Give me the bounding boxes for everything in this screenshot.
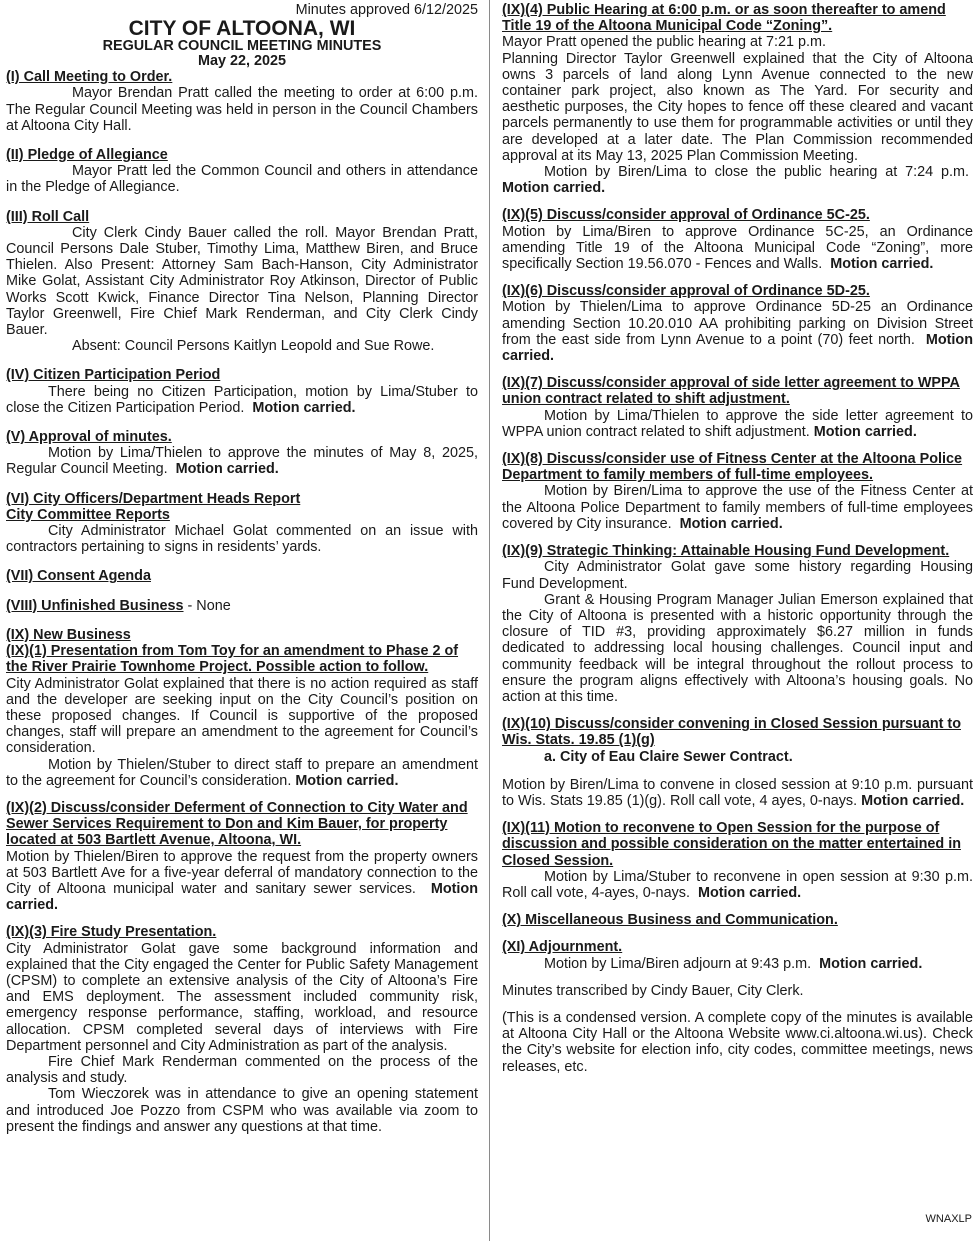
- paragraph: Mayor Pratt led the Common Council and others in attendance in the Pledge of Allegiance.: [6, 163, 478, 196]
- motion-result: Motion carried.: [813, 423, 917, 440]
- section-approval-minutes: [6, 429, 478, 478]
- motion-result: Motion carried.: [679, 515, 783, 532]
- item-8: [502, 451, 973, 532]
- section-call-to-order: [6, 69, 478, 134]
- item-5: [502, 207, 973, 272]
- condensed-note: [502, 1010, 973, 1075]
- document-title: REGULAR COUNCIL MEETING MINUTES: [102, 38, 382, 55]
- section-pledge: [6, 147, 478, 196]
- paragraph: There being no Citizen Participation, motion by Lima/Stuber to close the Citizen Participation Period.: [6, 383, 478, 416]
- left-column: [6, 2, 478, 1148]
- item-heading: (IX)(3) Fire Study Presentation.: [6, 924, 217, 941]
- section-heading: City Committee Reports: [6, 506, 170, 523]
- section-heading: (I) Call Meeting to Order.: [6, 69, 173, 86]
- section-unfinished-business: [6, 598, 478, 614]
- motion-result: Motion carried.: [252, 399, 356, 416]
- item-10: [502, 716, 973, 809]
- paragraph: City Clerk Cindy Bauer called the roll. Mayor Brendan Pratt, Council Persons Dale Stuber, Timothy Lima, Matthew Biren, and Bruce Thielen. Also Present: Attorney Sam Bach-Hanson, City Administrator Mike Golat, Assistant City Administrator Roy Atkinson, Director of Public Works Scott Kwick, Finance Director Tina Nelson, Planning Director Taylor Greenwell, Fire Chief Mark Renderman, and City Clerk Cindy Bauer.: [6, 224, 478, 339]
- paragraph: Motion by Biren/Lima to approve the use of the Fitness Center at the Altoona Police Department to family members of full-time employees covered by City insurance.: [502, 483, 973, 532]
- item-heading: (IX)(4) Public Hearing at 6:00 p.m. or as soon thereafter to amend Title 19 of the Altoona Municipal Code “Zoning”.: [502, 2, 946, 35]
- item-heading: (IX)(10) Discuss/consider convening in Closed Session pursuant to Wis. Stats. 19.85 (1)(g): [502, 716, 961, 749]
- item-heading: (IX)(7) Discuss/consider approval of side letter agreement to WPPA union contract related to shift adjustment.: [502, 375, 960, 408]
- item-heading: (IX)(6) Discuss/consider approval of Ordinance 5D-25.: [502, 283, 870, 300]
- item-4: [502, 2, 973, 196]
- motion-result: Motion carried.: [295, 772, 399, 789]
- motion-result: Motion carried.: [830, 256, 934, 273]
- item-heading: (IX)(5) Discuss/consider approval of Ordinance 5C-25.: [502, 207, 870, 224]
- paragraph: City Administrator Golat explained that there is no action required as staff and the developer are seeking input on the City Council’s position on these proposed changes. If Council is supportive of the proposed changes, staff will prepare an amendment to the agreement for Council’s consideration.: [6, 675, 478, 757]
- motion-result: Motion carried.: [502, 180, 606, 197]
- section-heading: (X) Miscellaneous Business and Communication.: [502, 912, 838, 929]
- item-heading: (IX)(11) Motion to reconvene to Open Session for the purpose of discussion and possible consideration on the matter entertained in Closed Session.: [502, 820, 961, 869]
- motion-result: Motion carried.: [861, 792, 965, 809]
- motion-result: Motion carried.: [819, 955, 923, 972]
- paragraph: Motion by Lima/Thielen to approve the side letter agreement to WPPA union contract related to shift adjustment.: [502, 407, 973, 440]
- paragraph: Absent: Council Persons Kaitlyn Leopold and Sue Rowe.: [72, 338, 435, 355]
- item-heading: (IX)(2) Discuss/consider Deferment of Connection to City Water and Sewer Services Requirement to Don and Kim Bauer, for property located at 503 Bartlett Avenue, Altoona, WI.: [6, 799, 468, 849]
- item-9: [502, 543, 973, 705]
- city-title: CITY OF ALTOONA, WI: [128, 17, 356, 41]
- paragraph: Motion by Lima/Thielen to approve the minutes of May 8, 2025, Regular Council Meeting.: [6, 445, 478, 478]
- section-misc-business: [502, 912, 973, 928]
- item-11: [502, 820, 973, 901]
- paragraph: Grant & Housing Program Manager Julian Emerson explained that the City of Altoona is presented with a historic opportunity through the closure of TID #3, providing approximately $6.27 million in funds dedicated to addressing local housing challenges. Council input and community feedback will be integral throughout the rollout process to ensure the program aligns effectively with Altoona’s housing goals. No action at this time.: [502, 591, 973, 705]
- paragraph: Mayor Pratt opened the public hearing at 7:21 p.m.: [502, 34, 826, 51]
- item-7: [502, 375, 973, 440]
- paragraph: Motion by Thielen/Stuber to direct staff to prepare an amendment to the agreement for Council’s consideration.: [6, 756, 478, 789]
- right-column: [502, 2, 973, 1088]
- motion-result: Motion carried.: [697, 884, 802, 901]
- paragraph: Minutes transcribed by Cindy Bauer, City Clerk.: [502, 982, 804, 999]
- section-heading: (IV) Citizen Participation Period: [6, 367, 221, 384]
- paragraph: City Administrator Golat gave some background information and explained that the City engaged the Center for Public Safety Management (CPSM) to complete an extensive analysis of the City of Altoona’s Fire and EMS deployment. The assessment included community risk, emergency response performance, staffing, workload, and resource allocation. CPSM completed several days of interviews with Fire Department personnel and City Administration as part of the analysis.: [6, 940, 478, 1054]
- section-new-business-item-1: [6, 627, 478, 789]
- paragraph: Motion by Lima/Biren adjourn at 9:43 p.m.: [544, 955, 812, 972]
- paragraph: Motion by Thielen/Biren to approve the request from the property owners at 503 Bartlett Ave for a five-year deferral of mandatory connection to the City of Altoona municipal water and sanitary sewer services.: [6, 848, 478, 897]
- item-heading: (IX)(1) Presentation from Tom Toy for an amendment to Phase 2 of the River Prairie Townhome Project. Possible action to follow.: [6, 643, 459, 676]
- paragraph: Motion by Biren/Lima to convene in closed session at 9:10 p.m. pursuant to Wis. Stats 19.85 (1)(g). Roll call vote, 4 ayes, 0-nays.: [502, 776, 973, 809]
- item-heading: (IX)(8) Discuss/consider use of Fitness Center at the Altoona Police Department to family members of full-time employees.: [502, 451, 963, 484]
- paragraph: City Administrator Golat gave some history regarding Housing Fund Development.: [502, 559, 973, 592]
- paragraph: Mayor Brendan Pratt called the meeting to order at 6:00 p.m. The Regular Council Meeting was held in person in the Council Chambers at Altoona City Hall.: [6, 85, 478, 134]
- section-reports: [6, 491, 478, 556]
- motion-result: Motion carried.: [6, 880, 478, 914]
- paragraph: City Administrator Michael Golat commented on an issue with contractors pertaining to signs in residents’ yards.: [6, 523, 478, 556]
- section-consent-agenda: [6, 568, 478, 584]
- paragraph: (This is a condensed version. A complete copy of the minutes is available at Altoona City Hall or the Altoona Website www.ci.altoona.wi.us). Check the City’s website for election info, city codes, committee meetings, news releases, etc.: [502, 1009, 973, 1075]
- masthead: [6, 18, 478, 69]
- publication-code: WNAXLP: [925, 1212, 972, 1225]
- section-roll-call: [6, 209, 478, 355]
- section-heading: (VIII) Unfinished Business: [6, 597, 184, 614]
- paragraph: Fire Chief Mark Renderman commented on the process of the analysis and study.: [6, 1053, 478, 1087]
- section-heading: (II) Pledge of Allegiance: [6, 147, 168, 164]
- column-divider: [489, 0, 490, 1241]
- section-heading: (V) Approval of minutes.: [6, 429, 172, 446]
- transcription-note: [502, 983, 973, 999]
- section-heading: (XI) Adjournment.: [502, 939, 623, 956]
- item-2: [6, 800, 478, 913]
- paragraph: Motion by Lima/Biren to approve Ordinance 5C-25, an Ordinance amending Title 19 of the Altoona Municipal Code “Zoning”, more specifically Section 19.56.070 - Fences and Walls.: [502, 223, 973, 273]
- paragraph: Tom Wieczorek was in attendance to give an opening statement and introduced Joe Pozzo from CSPM who was available via zoom to present the findings and answer any questions at that time.: [6, 1086, 478, 1135]
- section-heading: (IX) New Business: [6, 626, 131, 643]
- paragraph: Planning Director Taylor Greenwell explained that the City of Altoona owns 3 parcels of land along Lynn Avenue connected to the new container park project, also known as The Yard. For security and aesthetic purposes, the City hopes to fence off these cleared and vacant parcels permanently to use them for programmable activities or until they are developed at a later date. The Plan Commission recommended approval at its May 13, 2025 Plan Commission Meeting.: [502, 50, 973, 164]
- section-citizen-participation: [6, 367, 478, 416]
- section-heading: (VII) Consent Agenda: [6, 568, 151, 585]
- section-heading: (III) Roll Call: [6, 208, 90, 225]
- motion-result: Motion carried.: [175, 461, 279, 478]
- item-6: [502, 283, 973, 364]
- item-heading: (IX)(9) Strategic Thinking: Attainable Housing Fund Development.: [502, 543, 950, 560]
- meeting-date: May 22, 2025: [197, 53, 286, 70]
- approval-note: Minutes approved 6/12/2025: [295, 2, 478, 18]
- closed-session-subitem: a. City of Eau Claire Sewer Contract.: [544, 748, 793, 765]
- paragraph: Motion by Lima/Stuber to reconvene in open session at 9:30 p.m. Roll call vote, 4-ayes, 0-nays.: [502, 868, 973, 901]
- section-heading: (VI) City Officers/Department Heads Report: [6, 490, 301, 507]
- motion-result: Motion carried.: [502, 331, 973, 365]
- item-3: [6, 924, 478, 1135]
- section-adjournment: [502, 939, 973, 971]
- paragraph: Motion by Biren/Lima to close the public hearing at 7:24 p.m.: [544, 164, 969, 181]
- section-heading-tail: - None: [183, 597, 231, 614]
- paragraph: Motion by Thielen/Lima to approve Ordinance 5D-25 an Ordinance amending Section 10.20.010 AA prohibiting parking on Division Street from the east side from Lynn Avenue to a point (70) feet north.: [502, 299, 973, 348]
